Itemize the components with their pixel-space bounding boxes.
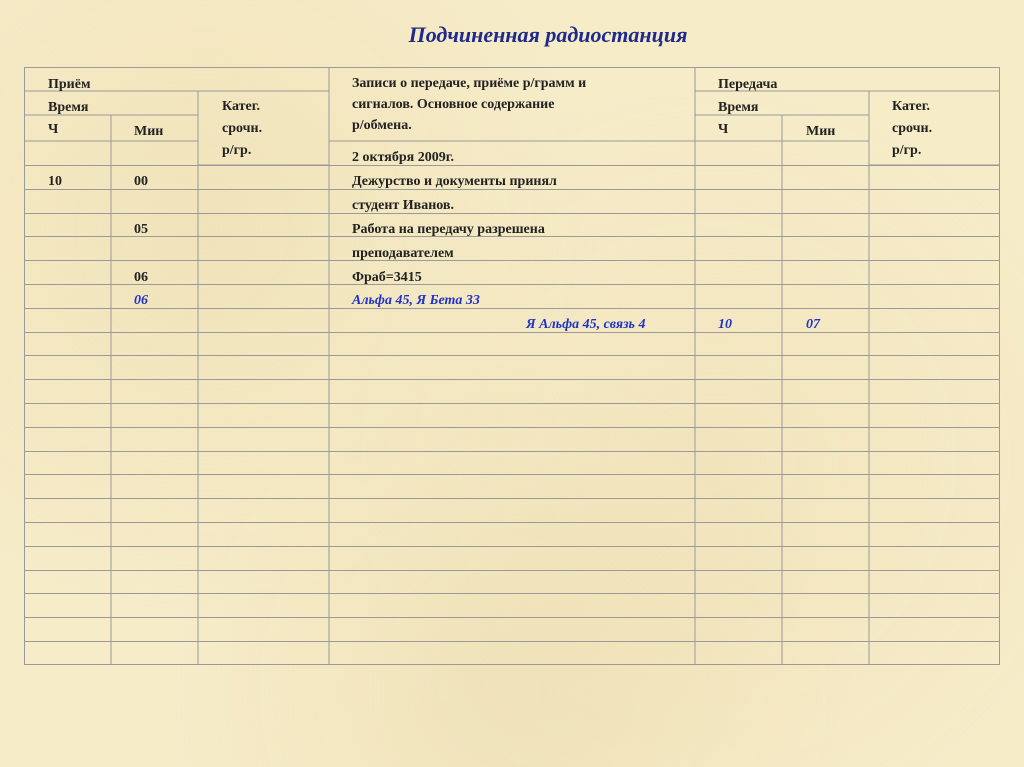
time-header-right: Время (718, 100, 759, 115)
cat-header-left-1: Катег. (222, 99, 260, 114)
table-grid (24, 67, 1000, 665)
row-8-min: 07 (806, 317, 820, 332)
row-6-min: 06 (134, 270, 148, 285)
row-7-min: 06 (134, 293, 148, 308)
row-7-text: Альфа 45, Я Бета 33 (352, 293, 480, 308)
hour-header-right: Ч (718, 122, 729, 137)
cat-header-left-2: срочн. (222, 121, 263, 136)
row-4-min: 05 (134, 222, 148, 237)
row-8-text: Я Альфа 45, связь 4 (526, 317, 646, 332)
min-header-left: Мин (134, 124, 164, 139)
row-8-hour: 10 (718, 317, 732, 332)
row-4-text: Работа на передачу разрешена (352, 222, 545, 237)
row-2-text: Дежурство и документы принял (352, 174, 557, 189)
records-header-2: сигналов. Основное содержание (352, 97, 555, 112)
row-3-text: студент Иванов. (352, 198, 454, 213)
row-1-text: 2 октября 2009г. (352, 150, 454, 165)
page-title: Подчиненная радиостанция (408, 22, 688, 47)
hour-header-left: Ч (48, 122, 59, 137)
receive-header: Приём (48, 77, 91, 92)
cat-header-right-1: Катег. (892, 99, 930, 114)
cat-header-left-3: р/гр. (222, 143, 252, 158)
records-header-1: Записи о передаче, приёме р/грамм и (352, 76, 587, 91)
transmit-header: Передача (718, 77, 778, 92)
time-header-left: Время (48, 100, 89, 115)
row-6-text: Фраб=3415 (352, 270, 422, 285)
radio-log-table (24, 67, 1000, 665)
row-2-hour: 10 (48, 174, 62, 189)
cat-header-right-2: срочн. (892, 121, 933, 136)
row-5-text: преподавателем (352, 246, 454, 261)
row-2-min: 00 (134, 174, 148, 189)
records-header-3: р/обмена. (352, 118, 412, 133)
min-header-right: Мин (806, 124, 836, 139)
cat-header-right-3: р/гр. (892, 143, 922, 158)
